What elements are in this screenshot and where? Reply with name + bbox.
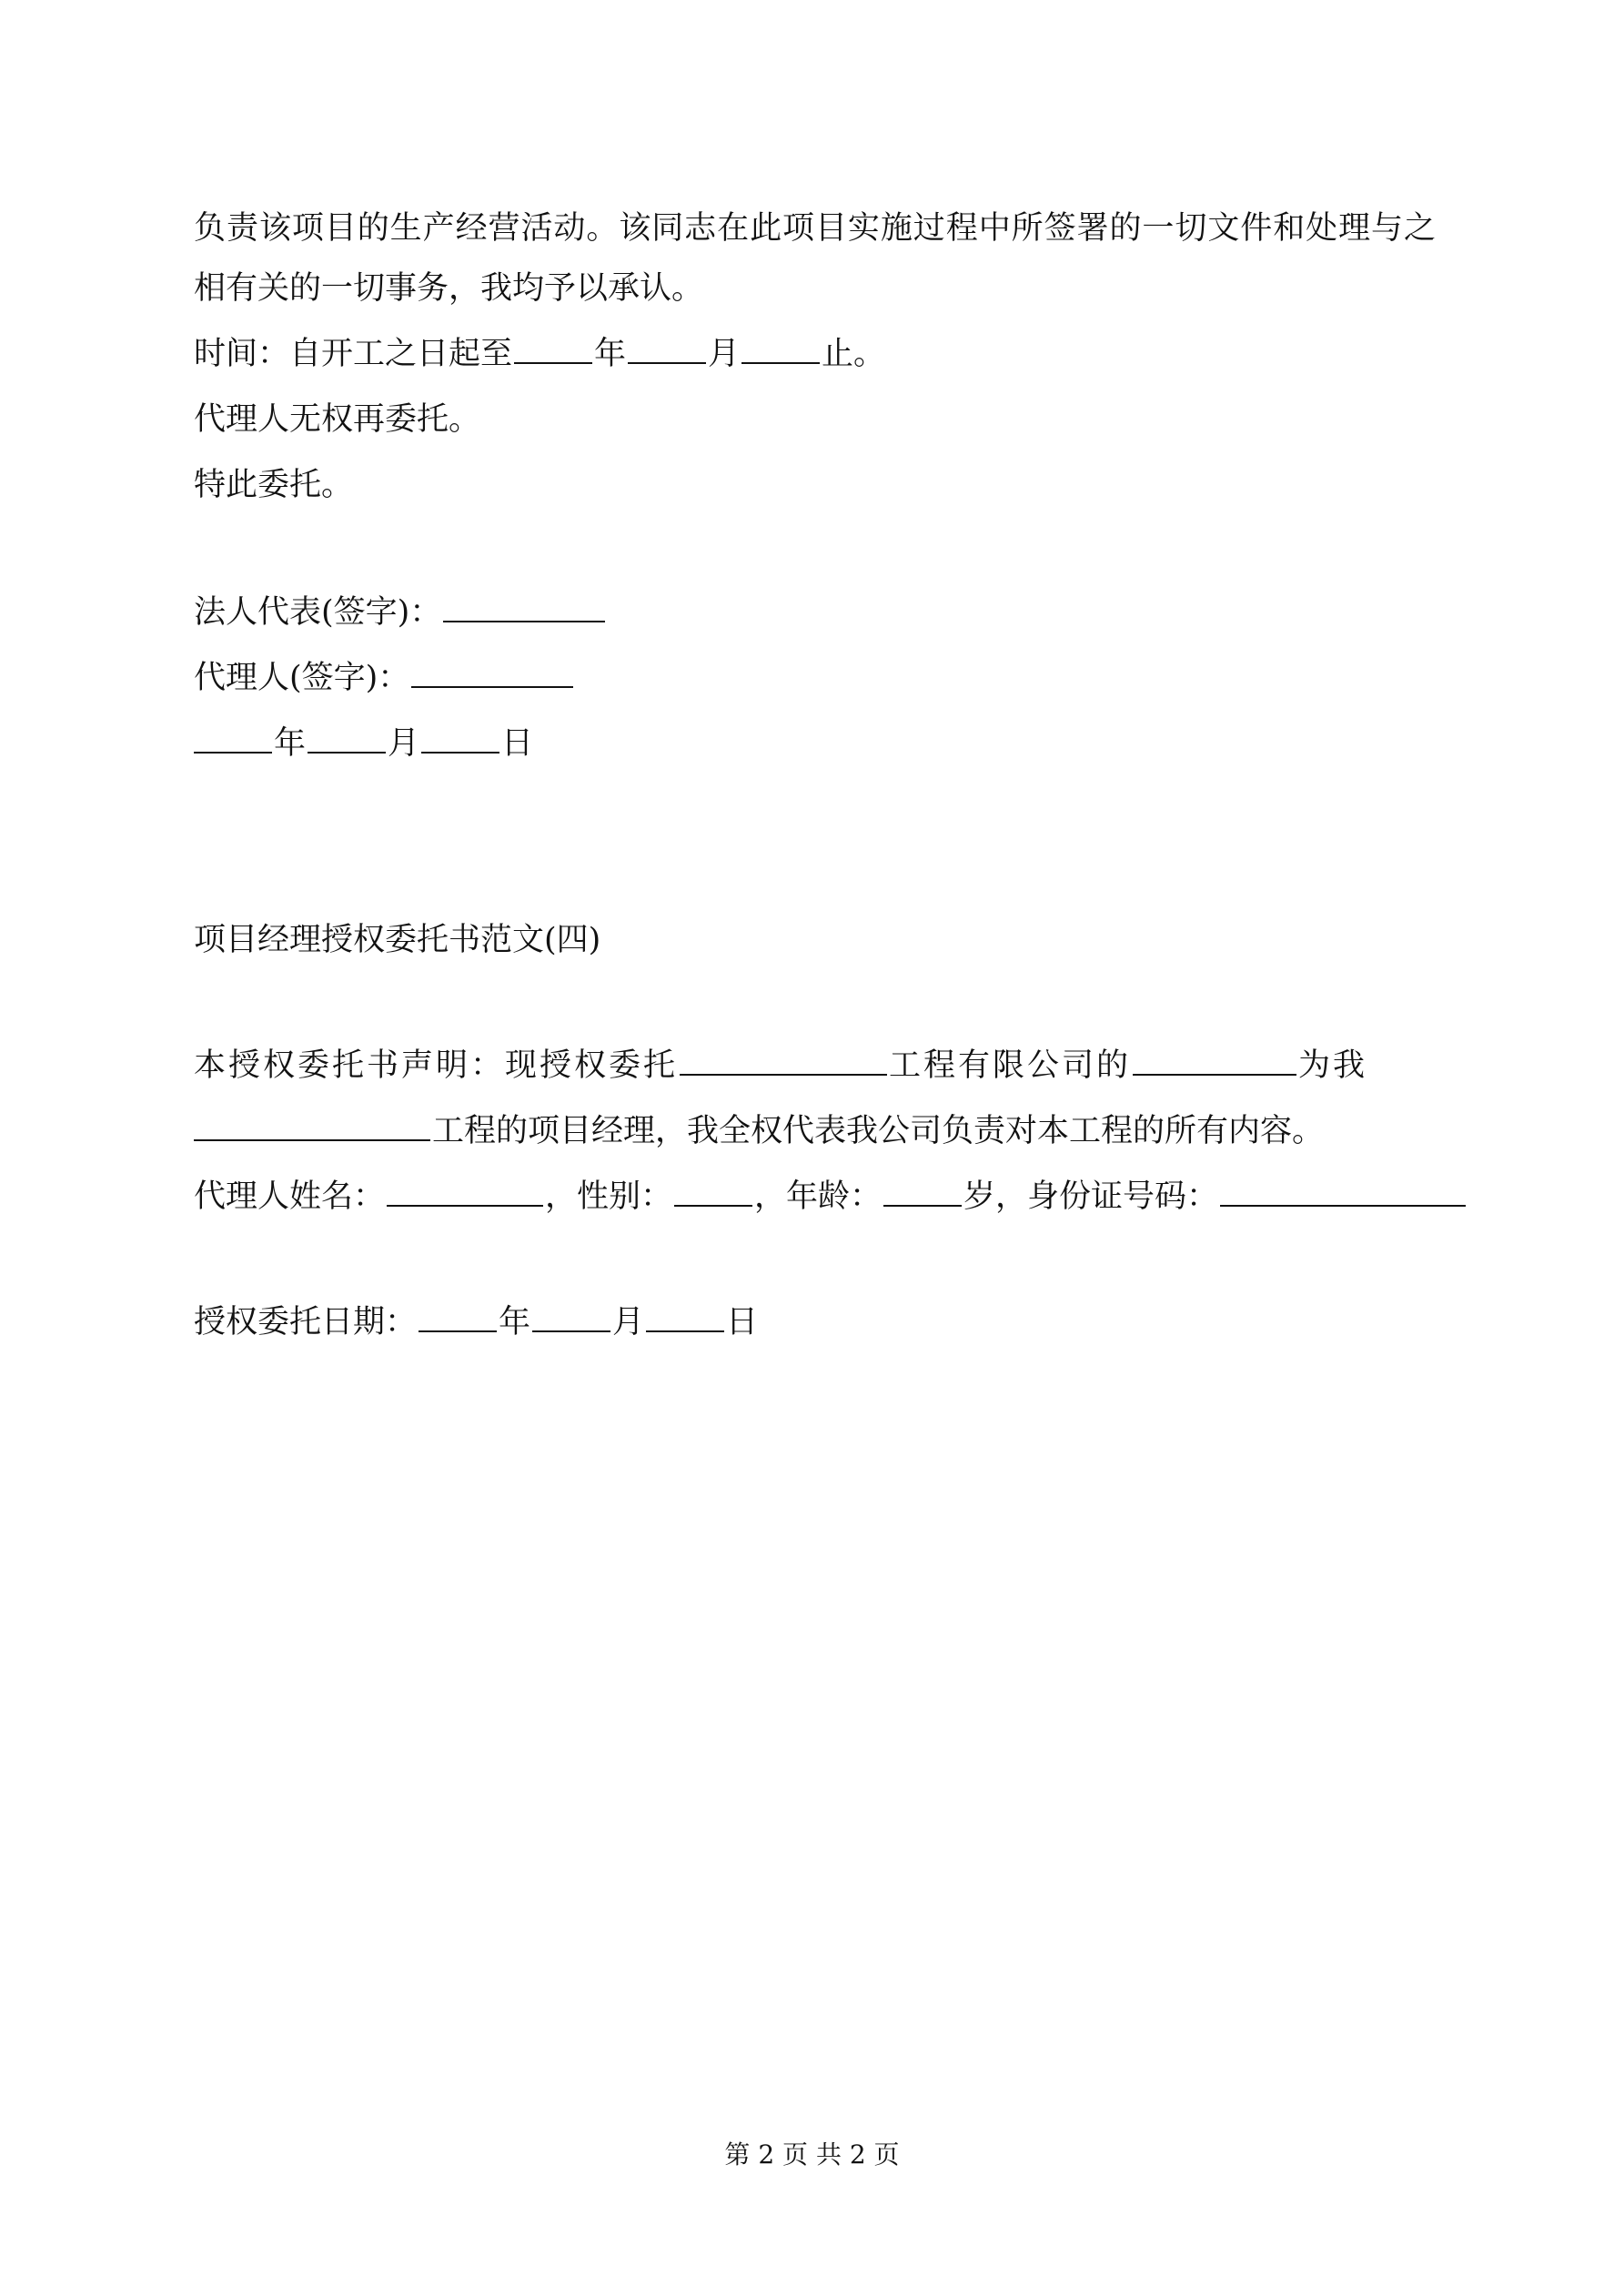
id-number-blank [1220,1174,1466,1207]
declaration-line-2: 工程的项目经理，我全权代表我公司负责对本工程的所有内容。 [194,1108,1324,1154]
name-blank [387,1174,543,1207]
day-blank [421,721,499,754]
paragraph-line: 负责该项目的生产经营活动。该同志在此项目实施过程中所签署的一切文件和处理与之 [194,210,1436,247]
agent-info-line: 代理人姓名： ，性别： ，年龄： 岁，身份证号码： [194,1174,1468,1219]
age-blank [883,1174,962,1207]
manager-name-blank [1133,1043,1296,1076]
day-blank [741,331,820,364]
date-line: 年 月 日 [194,721,533,766]
year-blank [419,1300,497,1332]
project-blank [194,1108,430,1141]
gender-blank [674,1174,752,1207]
legal-rep-signature-line: 法人代表(签字)： [194,590,607,635]
month-blank [628,331,706,364]
signature-blank [411,655,573,688]
page-number: 第 2 页 共 2 页 [724,2139,900,2170]
day-blank [646,1300,724,1332]
hereby-line: 特此委托。 [194,467,354,503]
agent-signature-line: 代理人(签字)： [194,655,575,701]
year-blank [194,721,272,754]
month-blank [532,1300,610,1332]
signature-blank [443,590,605,622]
paragraph-line: 相有关的一切事务，我均予以承认。 [194,270,704,307]
month-blank [308,721,386,754]
no-delegate-line: 代理人无权再委托。 [194,401,481,438]
declaration-line: 本授权委托书声明：现授权委托 工程有限公司的 为我 [194,1043,1367,1088]
section-title: 项目经理授权委托书范文(四) [194,922,601,958]
time-line: 时间：自开工之日起至 年 月 止。 [194,331,885,377]
authorization-date-line: 授权委托日期： 年 月 日 [194,1300,758,1345]
entrustee-blank [680,1043,887,1076]
year-blank [514,331,592,364]
